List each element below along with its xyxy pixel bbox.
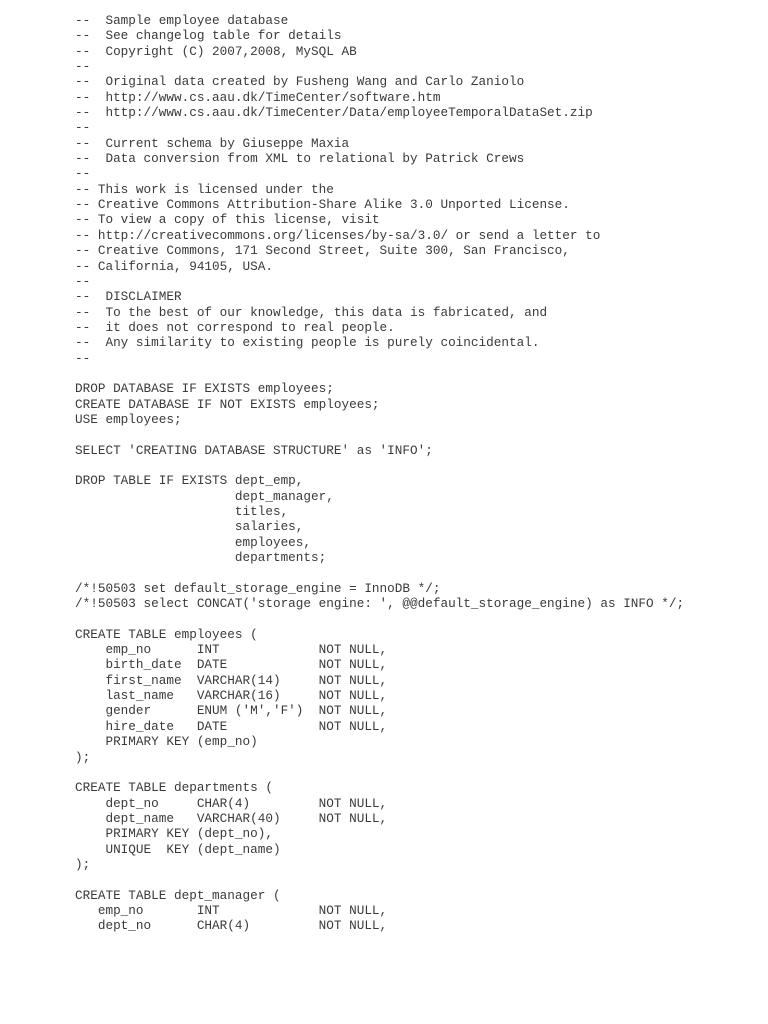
code-line xyxy=(75,565,755,580)
code-line: -- xyxy=(75,273,91,289)
code-line: employees, xyxy=(75,534,312,550)
code-line: -- Sample employee database xyxy=(75,13,289,28)
code-line: PRIMARY KEY (emp_no) xyxy=(75,734,258,750)
code-line xyxy=(75,427,755,442)
code-line: -- To the best of our knowledge, this data is fabricated, and xyxy=(75,304,548,320)
code-line: titles, xyxy=(75,504,289,519)
code-line: ); xyxy=(75,749,91,765)
code-line: CREATE TABLE employees ( xyxy=(75,626,258,642)
code-line: -- http://creativecommons.org/licenses/by-sa/3.0/ or send a letter to xyxy=(75,227,601,243)
code-line: -- Current schema by Giuseppe Maxia xyxy=(75,135,350,151)
code-line: -- This work is licensed under the xyxy=(75,181,334,197)
code-line xyxy=(75,872,755,887)
code-line: CREATE TABLE dept_manager ( xyxy=(75,887,281,903)
code-line xyxy=(75,366,755,381)
code-line: -- Original data created by Fusheng Wang and Carlo Zaniolo xyxy=(75,74,525,90)
code-line: CREATE TABLE departments ( xyxy=(75,780,273,796)
code-line: ); xyxy=(75,856,91,872)
code-line xyxy=(75,458,755,473)
code-line: dept_no CHAR(4) NOT NULL, xyxy=(75,918,388,934)
code-line: departments; xyxy=(75,550,327,566)
code-line: CREATE DATABASE IF NOT EXISTS employees; xyxy=(75,396,380,412)
code-line: -- http://www.cs.aau.dk/TimeCenter/software.htm xyxy=(75,89,441,105)
code-line: emp_no INT NOT NULL, xyxy=(75,642,388,658)
code-line: -- To view a copy of this license, visit xyxy=(75,212,380,228)
code-line: emp_no INT NOT NULL, xyxy=(75,902,388,918)
code-line: -- xyxy=(75,59,91,75)
code-line: hire_date DATE NOT NULL, xyxy=(75,718,388,734)
code-line xyxy=(75,765,755,780)
sql-code-block xyxy=(75,13,755,934)
code-line: dept_manager, xyxy=(75,488,334,504)
code-line: first_name VARCHAR(14) NOT NULL, xyxy=(75,672,388,688)
code-line: -- xyxy=(75,350,91,366)
code-line: -- Any similarity to existing people is purely coincidental. xyxy=(75,335,540,351)
code-line: SELECT 'CREATING DATABASE STRUCTURE' as 'INFO'; xyxy=(75,442,433,458)
code-line: last_name VARCHAR(16) NOT NULL, xyxy=(75,688,388,704)
code-line: /*!50503 select CONCAT('storage engine: ', @@default_storage_engine) as INFO */; xyxy=(75,596,685,612)
code-line: /*!50503 set default_storage_engine = InnoDB */; xyxy=(75,580,441,596)
code-line: DROP TABLE IF EXISTS dept_emp, xyxy=(75,473,304,489)
code-line: USE employees; xyxy=(75,411,182,427)
code-line xyxy=(75,611,755,626)
code-line: PRIMARY KEY (dept_no), xyxy=(75,826,273,842)
code-line: gender ENUM ('M','F') NOT NULL, xyxy=(75,703,388,719)
code-line: -- Data conversion from XML to relational by Patrick Crews xyxy=(75,151,525,167)
code-line: DROP DATABASE IF EXISTS employees; xyxy=(75,381,334,397)
code-line: -- California, 94105, USA. xyxy=(75,258,273,274)
code-line: -- Copyright (C) 2007,2008, MySQL AB xyxy=(75,43,357,59)
code-line: -- xyxy=(75,166,91,182)
code-line: birth_date DATE NOT NULL, xyxy=(75,657,388,673)
code-line: -- it does not correspond to real people. xyxy=(75,319,395,335)
code-line: salaries, xyxy=(75,519,304,535)
code-line: -- DISCLAIMER xyxy=(75,289,182,305)
code-line: -- http://www.cs.aau.dk/TimeCenter/Data/employeeTemporalDataSet.zip xyxy=(75,105,593,121)
code-line: -- See changelog table for details xyxy=(75,28,342,44)
code-line: UNIQUE KEY (dept_name) xyxy=(75,841,281,857)
code-line: -- xyxy=(75,120,91,136)
code-line: dept_name VARCHAR(40) NOT NULL, xyxy=(75,810,388,826)
code-line: -- Creative Commons, 171 Second Street, Suite 300, San Francisco, xyxy=(75,243,570,259)
code-line: -- Creative Commons Attribution-Share Alike 3.0 Unported License. xyxy=(75,197,570,213)
code-line: dept_no CHAR(4) NOT NULL, xyxy=(75,795,388,811)
